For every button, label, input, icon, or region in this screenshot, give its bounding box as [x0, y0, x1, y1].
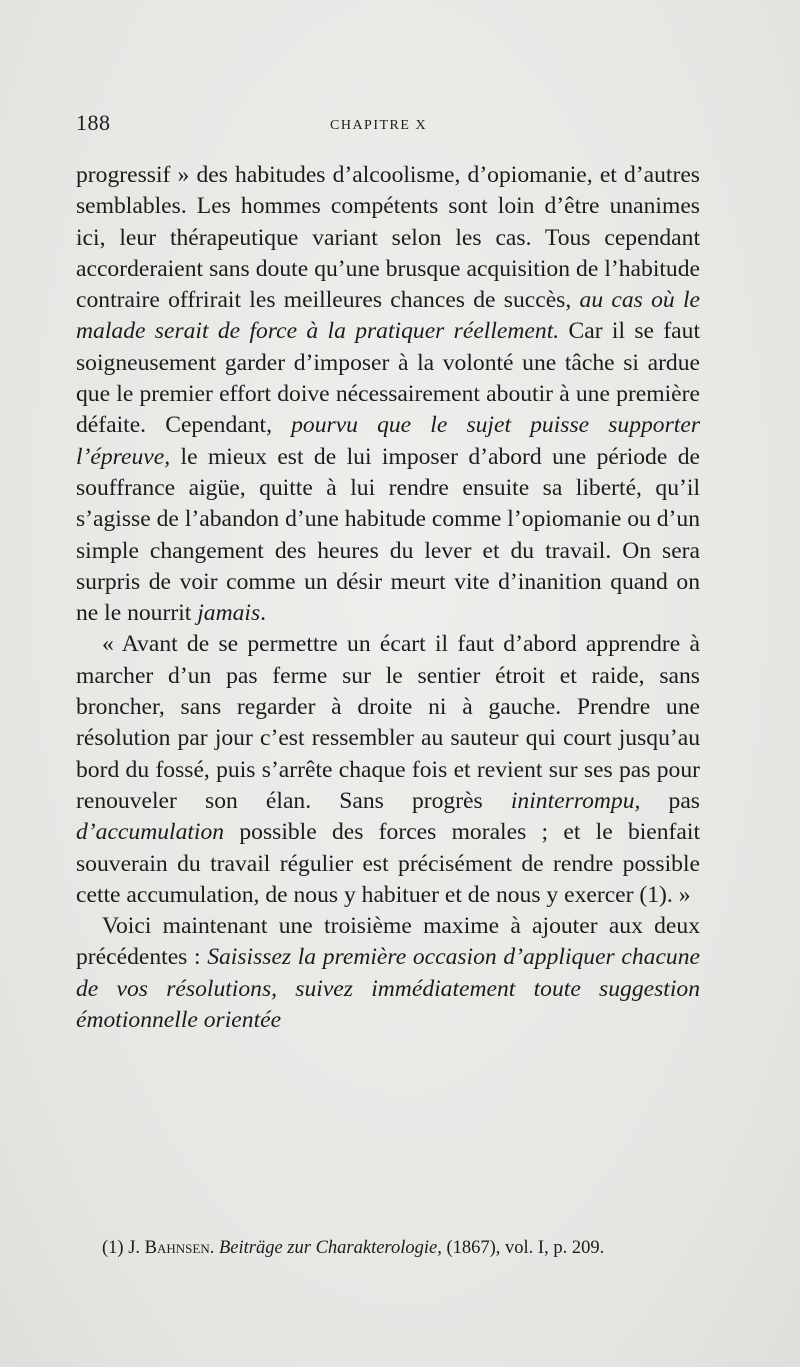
italic-run: d’accumulation [76, 819, 225, 846]
text-run: le mieux est de lui imposer d’abord une période de souffrance aigüe, quitte à lui rendre ensuite sa liberté, qu’il s’agisse de l’abandon d’une habitude comme l’opiomanie ou d’un simple changement des heures du lever et du travail. On sera surpris de voir comme un désir meurt vite d’inanition quand on ne le nourrit [76, 443, 700, 627]
footnote-author: Bahnsen [144, 1238, 210, 1258]
body-text [76, 160, 700, 1036]
page-header [76, 110, 700, 144]
text-run: progressif » des habitudes d’alcoolisme, d’opiomanie, et d’autres semblables. Les hommes compétents sont loin d’être unanimes ici, leur thérapeutique variant selon les cas. Tous cependant accorderaient sans doute qu’une brusque acquisition de l’habitude contraire offrirait les meilleures chances de succès, [76, 162, 700, 314]
paragraph-2 [76, 629, 700, 911]
text-run: possible des forces morales ; et le bienfait souverain du travail régulier est précisément de rendre possible cette accumulation, de nous y habituer et de nous y exercer (1). » [76, 819, 700, 908]
footnote-title: Beiträge zur Charakterologie, [218, 1238, 442, 1258]
italic-run: jamais [197, 600, 261, 627]
italic-run: pourvu que le sujet puisse supporter l’épreuve, [76, 412, 700, 470]
italic-run: Saisissez la première occasion d’appliquer chacune de vos résolutions, suivez immédiatement toute suggestion émotionnelle orientée [76, 944, 700, 1034]
paragraph-3 [76, 911, 700, 1036]
paragraph-1 [76, 160, 700, 629]
footnote-rest: (1867), vol. I, p. 209. [441, 1238, 605, 1258]
text-run: Voici maintenant une troisième maxime à ajouter aux deux précédentes : [76, 913, 700, 971]
footnote [76, 1236, 700, 1261]
italic-run: au cas où le malade serait de force à la pratiquer réellement. [76, 287, 700, 345]
text-run: Car il se faut soigneusement garder d’imposer à la volonté une tâche si ardue que le premier effort doive nécessairement aboutir à une première défaite. Cependant, [76, 318, 700, 439]
text-run: « Avant de se permettre un écart il faut d’abord apprendre à marcher d’un pas ferme sur le sentier étroit et raide, sans broncher, sans regarder à droite ni à gauche. Prendre une résolution par jour c’est ressembler au sauteur qui court jusqu’au bord du fossé, puis s’arrête chaque fois et revient sur ses pas pour renouveler son élan. Sans progrès [76, 631, 700, 814]
page-number: 188 [76, 110, 111, 135]
text-run: pas [640, 787, 700, 814]
footnote-text [76, 1236, 700, 1261]
italic-run: ininterrompu, [510, 787, 641, 814]
text-run: . [260, 600, 267, 627]
footnote-marker: (1) J. [102, 1238, 145, 1258]
running-head: CHAPITRE X [330, 118, 428, 133]
footnote-separator: . [209, 1238, 219, 1258]
